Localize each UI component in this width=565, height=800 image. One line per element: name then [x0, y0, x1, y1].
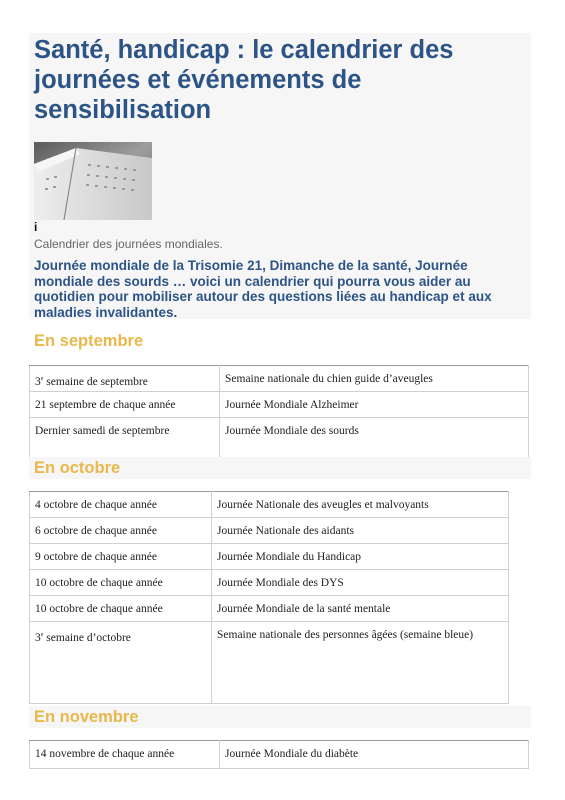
date-cell: 21 septembre de chaque année	[30, 392, 220, 418]
section-heading-september: En septembre	[34, 332, 144, 350]
calendar-table-november	[29, 740, 529, 769]
image-caption: Calendrier des journées mondiales.	[34, 237, 223, 251]
table-row	[30, 392, 529, 418]
table-row	[30, 570, 509, 596]
event-cell: Journée Mondiale du Handicap	[212, 544, 509, 570]
calendar-photo	[34, 142, 152, 220]
date-cell: 6 octobre de chaque année	[30, 518, 212, 544]
date-cell: 10 octobre de chaque année	[30, 570, 212, 596]
date-cell: 9 octobre de chaque année	[30, 544, 212, 570]
event-cell: Journée Nationale des aidants	[212, 518, 509, 544]
image-marker: i	[34, 220, 38, 234]
table-row	[30, 518, 509, 544]
table-row	[30, 544, 509, 570]
table-row	[30, 366, 529, 392]
event-cell: Semaine nationale des personnes âgées (semaine bleue)	[212, 622, 509, 704]
date-cell: 3e semaine de septembre	[30, 366, 220, 392]
table-row	[30, 492, 509, 518]
event-cell: Journée Mondiale du diabète	[220, 741, 529, 769]
event-cell: Journée Nationale des aveugles et malvoyants	[212, 492, 509, 518]
calendar-table-october	[29, 491, 509, 704]
article-lead: Journée mondiale de la Trisomie 21, Dimanche de la santé, Journée mondiale des sourds … voici un calendrier qui pourra vous aider au quotidien pour mobiliser autour des questions liées au handicap et aux maladies invalidantes.	[34, 258, 492, 320]
event-cell: Journée Mondiale des sourds	[220, 418, 529, 458]
date-cell: 14 novembre de chaque année	[30, 741, 220, 769]
event-cell: Semaine nationale du chien guide d’aveugles	[220, 366, 529, 392]
date-cell: 3e semaine d’octobre	[30, 622, 212, 704]
section-heading-november: En novembre	[34, 708, 139, 726]
date-cell: Dernier samedi de septembre	[30, 418, 220, 458]
section-heading-october: En octobre	[34, 459, 121, 477]
table-row	[30, 418, 529, 458]
event-cell: Journée Mondiale des DYS	[212, 570, 509, 596]
table-row	[30, 622, 509, 704]
article-title: Santé, handicap : le calendrier des journées et événements de sensibilisation	[34, 36, 454, 124]
calendar-table-september	[29, 365, 529, 458]
date-cell: 10 octobre de chaque année	[30, 596, 212, 622]
event-cell: Journée Mondiale de la santé mentale	[212, 596, 509, 622]
table-row	[30, 596, 509, 622]
table-row	[30, 741, 529, 769]
date-cell: 4 octobre de chaque année	[30, 492, 212, 518]
event-cell: Journée Mondiale Alzheimer	[220, 392, 529, 418]
